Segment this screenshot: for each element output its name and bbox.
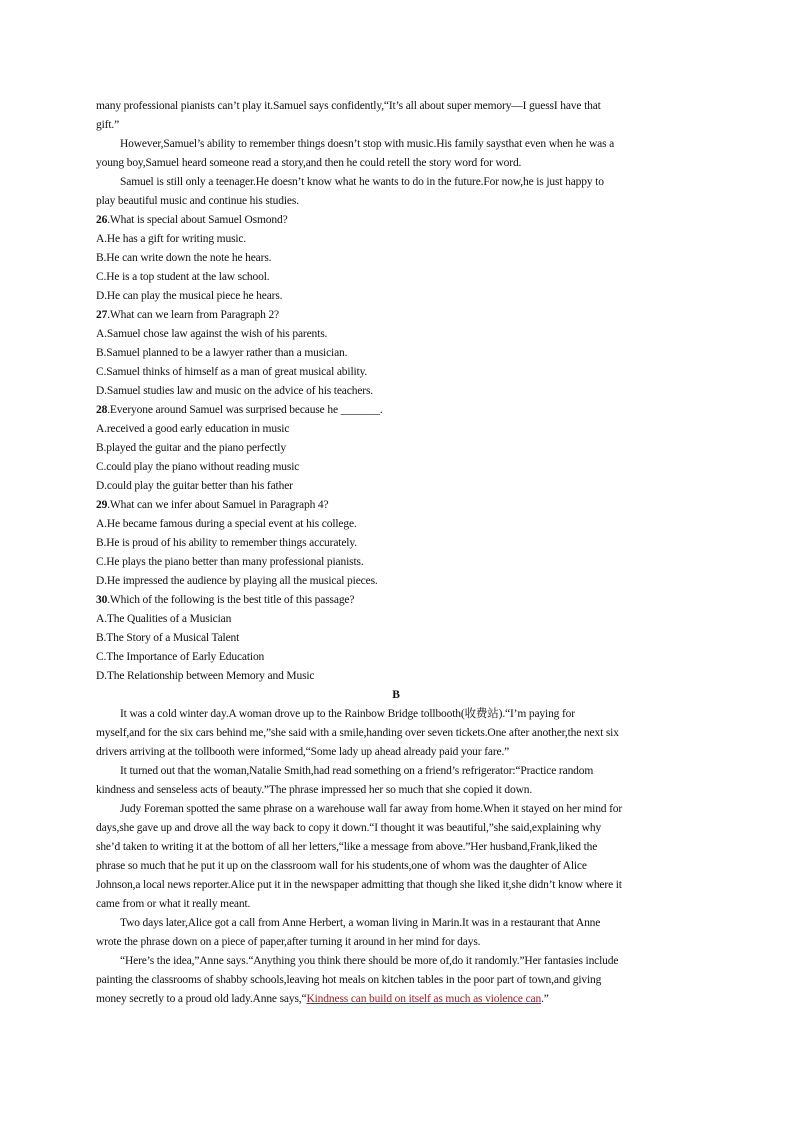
- text-line: came from or what it really meant.: [96, 898, 251, 910]
- option: A.He became famous during a special event at his college.: [96, 518, 357, 530]
- question-stem: [96, 211, 696, 230]
- text-line: wrote the phrase down on a piece of paper,after turning it around in her mind for days.: [96, 936, 481, 948]
- option: B.played the guitar and the piano perfectly: [96, 442, 286, 454]
- question-text: .What is special about Samuel Osmond?: [107, 214, 288, 226]
- text-line: gift.”: [96, 119, 120, 131]
- question-number: 30: [96, 594, 108, 606]
- text-line: Johnson,a local news reporter.Alice put it in the newspaper admitting that though she liked it,she didn’t know where it: [96, 879, 622, 891]
- option: D.He impressed the audience by playing all the musical pieces.: [96, 575, 378, 587]
- text-line: drivers arriving at the tollbooth were informed,“Some lady up ahead already paid your fare.”: [96, 746, 510, 758]
- option: D.Samuel studies law and music on the advice of his teachers.: [96, 385, 373, 397]
- text-line: However,Samuel’s ability to remember things doesn’t stop with music.His family saysthat even when he was a: [120, 138, 615, 150]
- question-stem: [96, 401, 696, 420]
- text-line: It was a cold winter day.A woman drove up to the Rainbow Bridge tollbooth(收费站).“I’m paying for: [120, 708, 575, 720]
- question-number: 27: [96, 309, 108, 321]
- option: D.could play the guitar better than his father: [96, 480, 293, 492]
- option: B.He can write down the note he hears.: [96, 252, 272, 264]
- option: A.received a good early education in music: [96, 423, 290, 435]
- content: [96, 97, 696, 1009]
- text-line: Judy Foreman spotted the same phrase on a warehouse wall far away from home.When it stayed on her mind for: [120, 803, 623, 815]
- question-number: 29: [96, 499, 108, 511]
- question-stem: [96, 591, 696, 610]
- option: A.Samuel chose law against the wish of his parents.: [96, 328, 328, 340]
- question-number: 26: [96, 214, 108, 226]
- text-line: Samuel is still only a teenager.He doesn’t know what he wants to do in the future.For now,he is just happy to: [120, 176, 604, 188]
- text-line: phrase so much that he put it up on the classroom wall for his students,one of whom was the daughter of Alice: [96, 860, 587, 872]
- option: C.He is a top student at the law school.: [96, 271, 270, 283]
- question-text: .What can we infer about Samuel in Paragraph 4?: [107, 499, 329, 511]
- option: B.The Story of a Musical Talent: [96, 632, 240, 644]
- text-line: Two days later,Alice got a call from Anne Herbert, a woman living in Marin.It was in a restaurant that Anne: [120, 917, 601, 929]
- option: C.He plays the piano better than many professional pianists.: [96, 556, 364, 568]
- text-line: many professional pianists can’t play it.Samuel says confidently,“It’s all about super memory—I guessI have that: [96, 100, 601, 112]
- text-line: [96, 990, 696, 1009]
- highlighted-quote: Kindness can build on itself as much as violence can: [306, 993, 542, 1005]
- option: C.The Importance of Early Education: [96, 651, 265, 663]
- text-line: young boy,Samuel heard someone read a story,and then he could retell the story word for word.: [96, 157, 522, 169]
- text-line: days,she gave up and drove all the way back to copy it down.“I thought it was beautiful,”she said,explaining why: [96, 822, 602, 834]
- option: D.He can play the musical piece he hears.: [96, 290, 283, 302]
- question-text: .Which of the following is the best title of this passage?: [107, 594, 355, 606]
- text-line: kindness and senseless acts of beauty.”The phrase impressed her so much that she copied it down.: [96, 784, 533, 796]
- question-text: .Everyone around Samuel was surprised because he _______.: [107, 404, 383, 416]
- text-line: “Here’s the idea,”Anne says.“Anything you think there should be more of,do it randomly.”Her fantasies include: [120, 955, 619, 967]
- text-line: she’d taken to writing it at the bottom of all her letters,“like a message from above.”Her husband,Frank,liked the: [96, 841, 598, 853]
- section-heading: B: [392, 689, 400, 701]
- option: B.He is proud of his ability to remember things accurately.: [96, 537, 357, 549]
- option: C.Samuel thinks of himself as a man of great musical ability.: [96, 366, 368, 378]
- question-text: .What can we learn from Paragraph 2?: [107, 309, 280, 321]
- text-line: painting the classrooms of shabby schools,leaving hot meals on kitchen tables in the poor part of town,and giving: [96, 974, 602, 986]
- text-line: It turned out that the woman,Natalie Smith,had read something on a friend’s refrigerator:“Practice random: [120, 765, 594, 777]
- option: D.The Relationship between Memory and Music: [96, 670, 315, 682]
- option: A.He has a gift for writing music.: [96, 233, 247, 245]
- option: A.The Qualities of a Musician: [96, 613, 232, 625]
- text-line: myself,and for the six cars behind me,”she said with a smile,handing over seven tickets.One after another,the next six: [96, 727, 619, 739]
- question-stem: [96, 496, 696, 515]
- text-segment: money secretly to a proud old lady.Anne says,“: [96, 993, 307, 1005]
- option: C.could play the piano without reading music: [96, 461, 300, 473]
- option: B.Samuel planned to be a lawyer rather than a musician.: [96, 347, 348, 359]
- closing-quote: .”: [541, 993, 549, 1005]
- question-number: 28: [96, 404, 108, 416]
- question-stem: [96, 306, 696, 325]
- text-line: play beautiful music and continue his studies.: [96, 195, 299, 207]
